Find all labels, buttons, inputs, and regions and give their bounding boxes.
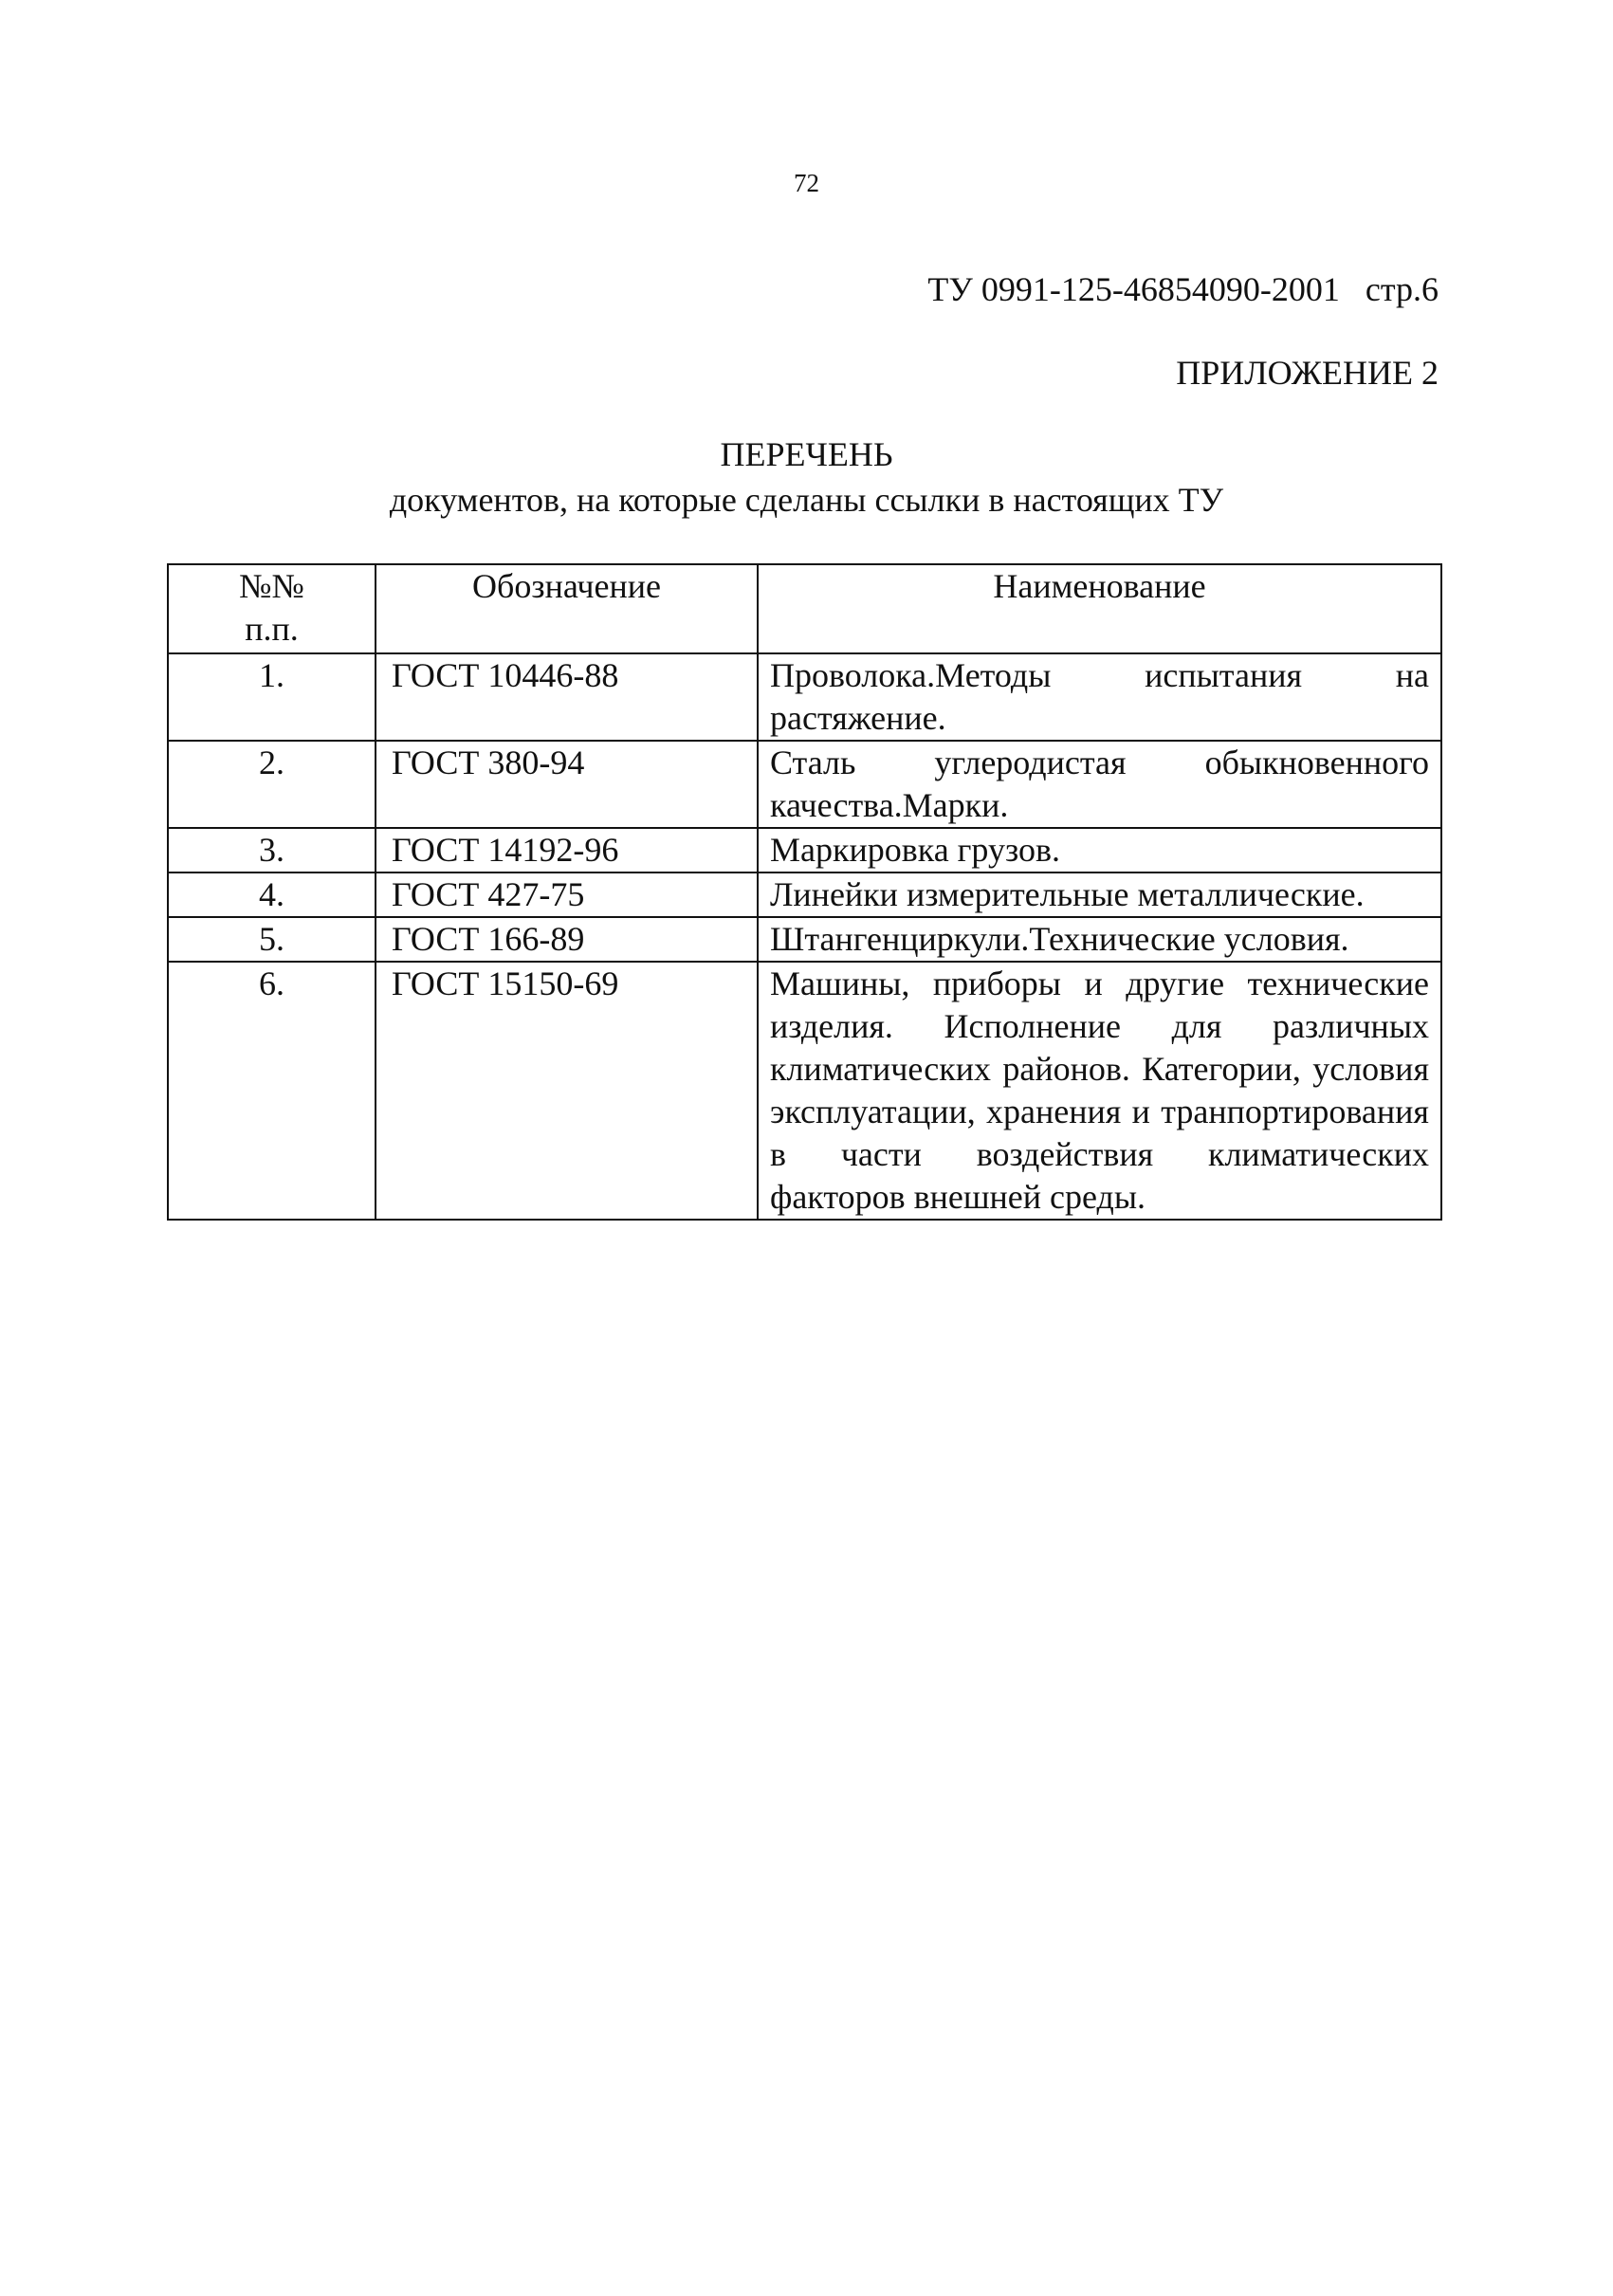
row-number: 4. — [168, 872, 376, 917]
header-name: Наименование — [758, 564, 1441, 653]
header-number-line2: п.п. — [245, 610, 299, 648]
referenced-documents-table — [167, 563, 1442, 1221]
row-name: Штангенциркули.Технические условия. — [758, 917, 1441, 962]
document-code: ТУ 0991-125-46854090-2001 стр.6 — [927, 270, 1439, 308]
table-row — [168, 872, 1441, 917]
row-name: Линейки измерительные металлические. — [758, 872, 1441, 917]
header-number-line1: №№ — [239, 567, 304, 605]
row-name: Машины, приборы и другие технические изделия. Исполнение для различных климатических районов. Категории, условия эксплуатации, хранения и транпортирования в части воздействия климатических факторов внешней среды. — [758, 962, 1441, 1220]
table-row — [168, 917, 1441, 962]
table-header-row — [168, 564, 1441, 653]
list-title: ПЕРЕЧЕНЬ — [720, 435, 893, 473]
row-designation: ГОСТ 380-94 — [376, 741, 758, 828]
page-number: 72 — [794, 169, 819, 197]
table-row — [168, 653, 1441, 741]
header-number — [168, 564, 376, 653]
header-designation: Обозначение — [376, 564, 758, 653]
row-number: 1. — [168, 653, 376, 741]
table-row — [168, 741, 1441, 828]
row-name: Маркировка грузов. — [758, 828, 1441, 872]
row-designation: ГОСТ 427-75 — [376, 872, 758, 917]
row-name: Проволока.Методы испытания на растяжение. — [758, 653, 1441, 741]
row-designation: ГОСТ 15150-69 — [376, 962, 758, 1220]
table-row — [168, 962, 1441, 1220]
list-subtitle: документов, на которые сделаны ссылки в настоящих ТУ — [389, 481, 1224, 519]
row-designation: ГОСТ 10446-88 — [376, 653, 758, 741]
row-number: 5. — [168, 917, 376, 962]
row-number: 3. — [168, 828, 376, 872]
row-name: Сталь углеродистая обыкновенного качества.Марки. — [758, 741, 1441, 828]
row-number: 2. — [168, 741, 376, 828]
row-designation: ГОСТ 166-89 — [376, 917, 758, 962]
row-designation: ГОСТ 14192-96 — [376, 828, 758, 872]
table-row — [168, 828, 1441, 872]
appendix-label: ПРИЛОЖЕНИЕ 2 — [1176, 354, 1439, 392]
row-number: 6. — [168, 962, 376, 1220]
